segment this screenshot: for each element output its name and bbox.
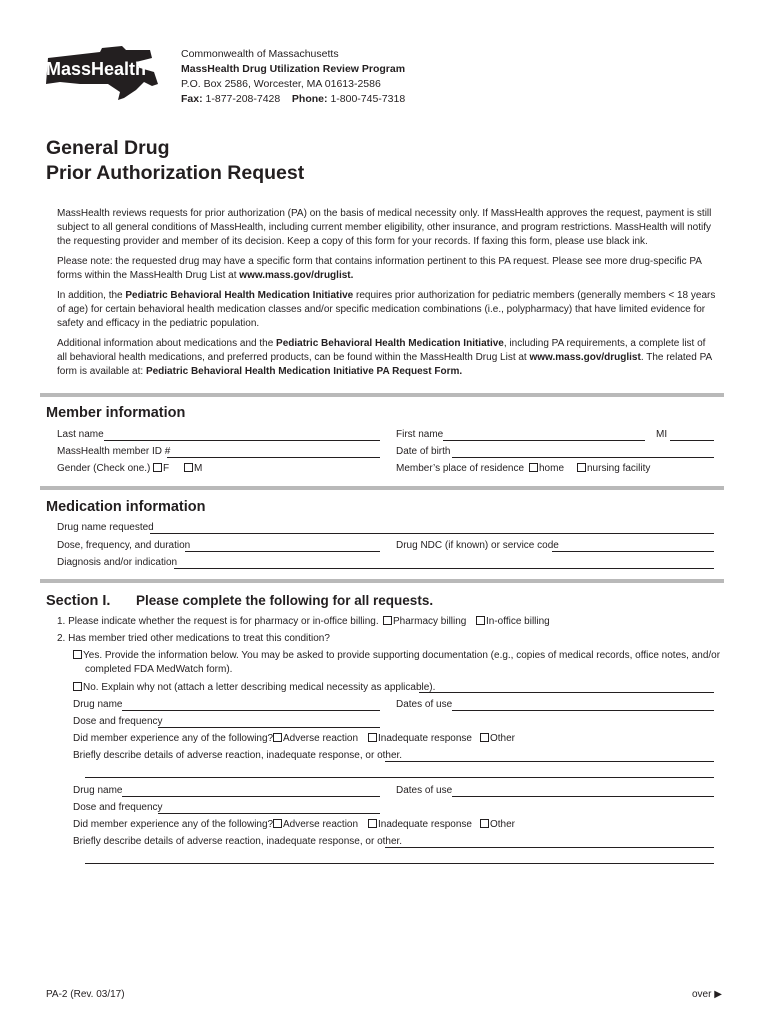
drug1-adverse-option[interactable]: Adverse reaction bbox=[273, 733, 358, 744]
intro-p4: Additional information about medications and the Pediatric Behavioral Health Medication Initiative, including PA requirements, a complete list of all behavioral health medications, and preferred products, can be found within the MassHealth Drug List at www.mass.gov/druglist. The related PA form is available at: Pediatric Behavioral Health Medication Initiative PA Request Form. bbox=[57, 338, 712, 377]
member-rule bbox=[40, 393, 724, 397]
intro-p3: In addition, the Pediatric Behavioral Health Medication Initiative requires prior authorization for pediatric members (generally members < 18 years of age) for certain behavioral health medication classes and/or specific medication combinations (i.e., polypharmacy) that have limited evidence for safety and efficacy in the pediatric population. bbox=[57, 290, 716, 329]
intro-p2: Please note: the requested drug may have a specific form that contains information pertinent to this PA request. Please see more drug-specific PA forms within the MassHealth Drug List at www.mass.gov/druglist. bbox=[57, 256, 702, 281]
drug2-describe-label: Briefly describe details of adverse reaction, inadequate response, or other. bbox=[73, 836, 403, 847]
pharmacy-billing-option[interactable]: Pharmacy billing bbox=[383, 616, 466, 627]
ndc-label: Drug NDC (if known) or service code bbox=[396, 540, 559, 551]
drug2-name-label: Drug name bbox=[73, 785, 123, 796]
dob-label: Date of birth bbox=[396, 446, 451, 457]
drug1-experience-label: Did member experience any of the following? bbox=[73, 733, 274, 744]
section1-title: Please complete the following for all requests. bbox=[136, 593, 434, 608]
drug2-dates-label: Dates of use bbox=[396, 785, 453, 796]
yes-option[interactable]: Yes. Provide the information below. You may be asked to provide supporting documentation (e.g., copies of medical records, office notes, and/or bbox=[73, 650, 720, 661]
diagnosis-label: Diagnosis and/or indication bbox=[57, 557, 178, 568]
drug2-experience-label: Did member experience any of the following? bbox=[73, 819, 274, 830]
q2-text: 2. Has member tried other medications to treat this condition? bbox=[57, 633, 330, 644]
drug1-other-checkbox[interactable] bbox=[480, 733, 489, 742]
drug1-adverse-checkbox[interactable] bbox=[273, 733, 282, 742]
home-option[interactable]: home bbox=[529, 463, 564, 474]
over-link[interactable] bbox=[692, 989, 722, 1000]
drug1-inadequate-option[interactable]: Inadequate response bbox=[368, 733, 472, 744]
gender-m-checkbox[interactable] bbox=[184, 463, 193, 472]
gender-m-option[interactable]: M bbox=[184, 463, 202, 474]
druglist-link-2[interactable]: www.mass.gov/druglist bbox=[529, 352, 641, 363]
pbhmi-form-link[interactable]: Pediatric Behavioral Health Medication Initiative PA Request Form. bbox=[145, 366, 463, 377]
drug2-adverse-checkbox[interactable] bbox=[273, 819, 282, 828]
gender-f-checkbox[interactable] bbox=[153, 463, 162, 472]
drug1-name-field[interactable] bbox=[122, 710, 380, 711]
drug1-name-label: Drug name bbox=[73, 699, 123, 710]
drug2-describe-field-2[interactable] bbox=[85, 863, 714, 864]
drug1-dates-field[interactable] bbox=[452, 710, 714, 711]
drug1-dose-label: Dose and frequency bbox=[73, 716, 163, 727]
drug-name-requested-label: Drug name requested bbox=[57, 522, 154, 533]
medication-heading: Medication information bbox=[46, 499, 206, 515]
no-checkbox[interactable] bbox=[73, 682, 82, 691]
last-name-label: Last name bbox=[57, 429, 104, 440]
dose-duration-label: Dose, frequency, and duration bbox=[57, 540, 191, 551]
drug-name-requested-field[interactable] bbox=[150, 533, 714, 534]
diagnosis-field[interactable] bbox=[174, 568, 714, 569]
druglist-link[interactable]: www.mass.gov/druglist. bbox=[239, 270, 354, 281]
pharmacy-billing-checkbox[interactable] bbox=[383, 616, 392, 625]
drug2-inadequate-option[interactable]: Inadequate response bbox=[368, 819, 472, 830]
page-title bbox=[46, 136, 304, 186]
form-revision: PA-2 (Rev. 03/17) bbox=[46, 989, 125, 1000]
drug1-describe-label: Briefly describe details of adverse reaction, inadequate response, or other. bbox=[73, 750, 403, 761]
home-checkbox[interactable] bbox=[529, 463, 538, 472]
play-arrow-icon: ▶ bbox=[714, 989, 722, 1000]
dose-duration-field[interactable] bbox=[185, 551, 380, 552]
fax-label: Fax: bbox=[181, 93, 203, 105]
nursing-checkbox[interactable] bbox=[577, 463, 586, 472]
drug2-inadequate-checkbox[interactable] bbox=[368, 819, 377, 828]
header-block bbox=[181, 47, 405, 107]
drug1-dose-field[interactable] bbox=[158, 727, 380, 728]
gender-f-option[interactable]: F bbox=[153, 463, 169, 474]
drug1-inadequate-checkbox[interactable] bbox=[368, 733, 377, 742]
mi-field[interactable] bbox=[670, 440, 714, 441]
drug1-describe-field[interactable] bbox=[385, 761, 714, 762]
drug2-dose-field[interactable] bbox=[158, 813, 380, 814]
drug1-describe-field-2[interactable] bbox=[85, 777, 714, 778]
inoffice-billing-checkbox[interactable] bbox=[476, 616, 485, 625]
intro-text bbox=[57, 207, 717, 385]
first-name-field[interactable] bbox=[443, 440, 645, 441]
dob-field[interactable] bbox=[452, 457, 714, 458]
member-heading: Member information bbox=[46, 405, 186, 421]
phone-number: 1-800-745-7318 bbox=[330, 93, 406, 105]
drug2-other-option[interactable]: Other bbox=[480, 819, 515, 830]
drug2-other-checkbox[interactable] bbox=[480, 819, 489, 828]
org-name: Commonwealth of Massachusetts bbox=[181, 48, 339, 60]
section1-rule bbox=[40, 579, 724, 583]
nursing-option[interactable]: nursing facility bbox=[577, 463, 650, 474]
member-id-label: MassHealth member ID # bbox=[57, 446, 171, 457]
contact-line bbox=[181, 92, 405, 107]
drug1-dates-label: Dates of use bbox=[396, 699, 453, 710]
drug2-adverse-option[interactable]: Adverse reaction bbox=[273, 819, 358, 830]
yes-checkbox[interactable] bbox=[73, 650, 82, 659]
residence-label: Member’s place of residence bbox=[396, 463, 525, 474]
gender-label: Gender (Check one.) bbox=[57, 463, 151, 474]
phone-label: Phone: bbox=[291, 93, 328, 105]
section1-label: Section I. bbox=[46, 593, 111, 609]
inoffice-billing-option[interactable]: In-office billing bbox=[476, 616, 550, 627]
drug2-dose-label: Dose and frequency bbox=[73, 802, 163, 813]
drug2-dates-field[interactable] bbox=[452, 796, 714, 797]
no-option[interactable]: No. Explain why not (attach a letter describing medical necessity as applicable). bbox=[73, 682, 435, 693]
drug2-name-field[interactable] bbox=[122, 796, 380, 797]
drug2-describe-field[interactable] bbox=[385, 847, 714, 848]
title-line-2: Prior Authorization Request bbox=[46, 162, 305, 184]
no-explain-field[interactable] bbox=[419, 692, 714, 693]
program-name: MassHealth Drug Utilization Review Program bbox=[181, 63, 406, 75]
first-name-label: First name bbox=[396, 429, 444, 440]
ndc-field[interactable] bbox=[552, 551, 714, 552]
member-id-field[interactable] bbox=[167, 457, 380, 458]
medication-rule bbox=[40, 486, 724, 490]
intro-p1: MassHealth reviews requests for prior authorization (PA) on the basis of medical necessity only. If MassHealth approves the request, payment is still subject to all general conditions of MassHealth, including current member eligibility, other insurance, and program restrictions. MassHealth will notify the requesting provider and member of its decision. Keep a copy of this form for your records. If faxing this form, please use black ink. bbox=[57, 208, 712, 247]
last-name-field[interactable] bbox=[104, 440, 380, 441]
mi-label: MI bbox=[656, 429, 668, 440]
masshealth-logo bbox=[40, 44, 160, 106]
over-label: over bbox=[692, 989, 712, 1000]
drug1-other-option[interactable]: Other bbox=[480, 733, 515, 744]
logo-text: MassHealth bbox=[46, 59, 147, 79]
fax-number: 1-877-208-7428 bbox=[205, 93, 281, 105]
address: P.O. Box 2586, Worcester, MA 01613-2586 bbox=[181, 78, 381, 90]
q1-text: 1. Please indicate whether the request is for pharmacy or in-office billing. bbox=[57, 616, 379, 627]
title-line-1: General Drug bbox=[46, 137, 170, 159]
yes-text-2: completed FDA MedWatch form). bbox=[85, 664, 233, 675]
